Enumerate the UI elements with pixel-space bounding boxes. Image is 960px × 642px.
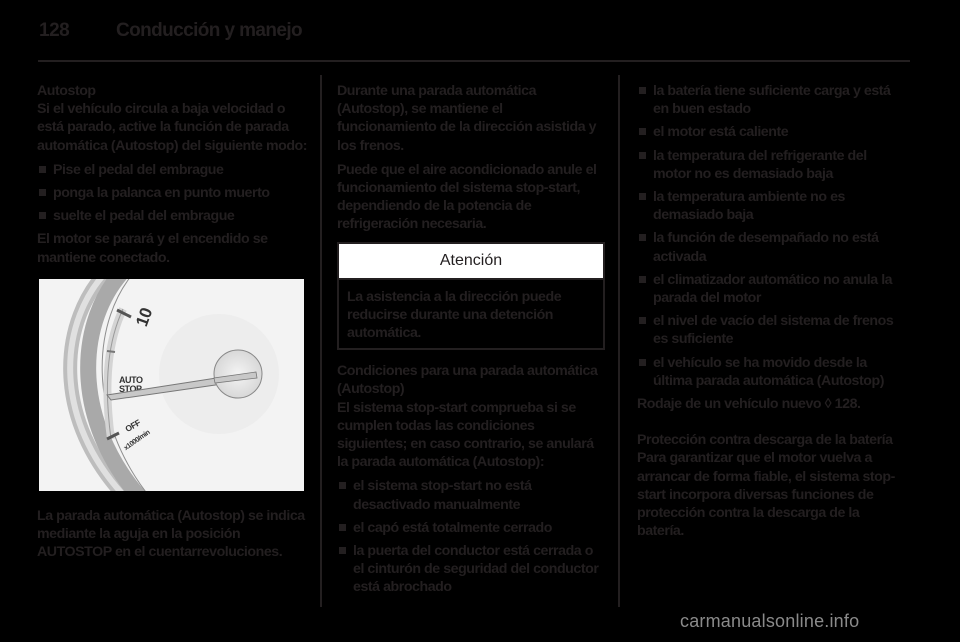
column-1 [37,82,309,567]
cross-reference-link[interactable]: Rodaje de un vehículo nuevo ◊ 128. [637,396,861,413]
autostop-steering-text: Durante una parada automática (Autostop), se mantiene el funcionamiento de la dirección asistida y los frenos. [337,83,597,154]
list-item: el sistema stop-start no está desactivado manualmente [337,477,605,513]
column-divider-2 [618,75,620,607]
list-item: el climatizador automático no anula la parada del motor [637,271,907,307]
bullet-icon [639,234,646,241]
attention-body: La asistencia a la dirección puede reducirse durante una detención automática. [347,288,562,342]
conditions-list-part1 [337,477,605,596]
list-item: el motor está caliente [637,123,907,141]
watermark: carmanualsonline.info [680,611,860,631]
autostop-steps [37,161,309,226]
page-number: 128 [39,20,70,41]
list-item: la función de desempañado no está activada [637,229,907,265]
bullet-icon [639,359,646,366]
list-item: el capó está totalmente cerrado [337,519,605,537]
svg-text:x1000/min: x1000/min [122,428,152,452]
header-rule [38,60,910,62]
column-3 [637,82,907,546]
bullet-icon [39,166,46,173]
conditions-intro: El sistema stop-start comprueba si se cumplen todas las condiciones siguientes; en caso contrario, se anulará la parada automática (Autostop): [337,399,594,471]
svg-text:STOP: STOP [119,383,142,394]
tachometer-figure [39,279,304,491]
list-item: el nivel de vacío del sistema de frenos es suficiente [637,312,907,348]
bullet-icon [639,87,646,94]
svg-text:AUTO: AUTO [119,374,143,385]
air-conditioning-text: Puede que el aire acondicionado anule el funcionamiento del sistema stop-start, dependiendo de la potencia de refrigeración necesaria. [337,161,597,233]
battery-protection-heading: Protección contra descarga de la batería [637,432,893,449]
list-item: suelte el pedal del embrague [37,207,309,225]
list-item: la puerta del conductor está cerrada o el cinturón de seguridad del conductor está abrochado [337,542,605,597]
bullet-icon [639,193,646,200]
list-item: la temperatura ambiente no es demasiado baja [637,188,907,224]
autostop-result: El motor se parará y el encendido se mantiene conectado. [37,231,268,266]
bullet-icon [639,276,646,283]
list-item: la temperatura del refrigerante del motor no es demasiado baja [637,147,907,183]
list-item: Pise el pedal del embrague [37,161,309,179]
battery-protection-text: Para garantizar que el motor vuelva a arrancar de forma fiable, el sistema stop-start incorpora diversas funciones de protección contra la descarga de la batería. [637,450,895,540]
figure-caption: La parada automática (Autostop) se indica mediante la aguja en la posición AUTOSTOP en el cuentarrevoluciones. [37,507,305,561]
list-item: el vehículo se ha movido desde la última parada automática (Autostop) [637,354,907,390]
bullet-icon [639,317,646,324]
conditions-heading: Condiciones para una parada automática (Autostop) [337,363,598,398]
bullet-icon [39,189,46,196]
attention-box [337,242,605,351]
column-divider-1 [320,75,322,607]
tachometer-gauge-icon [39,279,304,491]
svg-text:OFF: OFF [123,417,142,434]
bullet-icon [639,152,646,159]
conditions-list-part2 [637,82,907,390]
column-2 [337,82,605,602]
autostop-heading: Autostop [37,83,96,99]
bullet-icon [639,128,646,135]
section-title: Conducción y manejo [116,20,303,41]
autostop-intro: Si el vehículo circula a baja velocidad o está parado, active la función de parada automática (Autostop) del siguiente modo: [37,101,308,154]
bullet-icon [339,524,346,531]
bullet-icon [339,547,346,554]
bullet-icon [39,212,46,219]
attention-title: Atención [339,244,603,280]
bullet-icon [339,482,346,489]
svg-text:10: 10 [132,305,157,329]
list-item: ponga la palanca en punto muerto [37,184,309,202]
list-item: la batería tiene suficiente carga y está en buen estado [637,82,907,118]
